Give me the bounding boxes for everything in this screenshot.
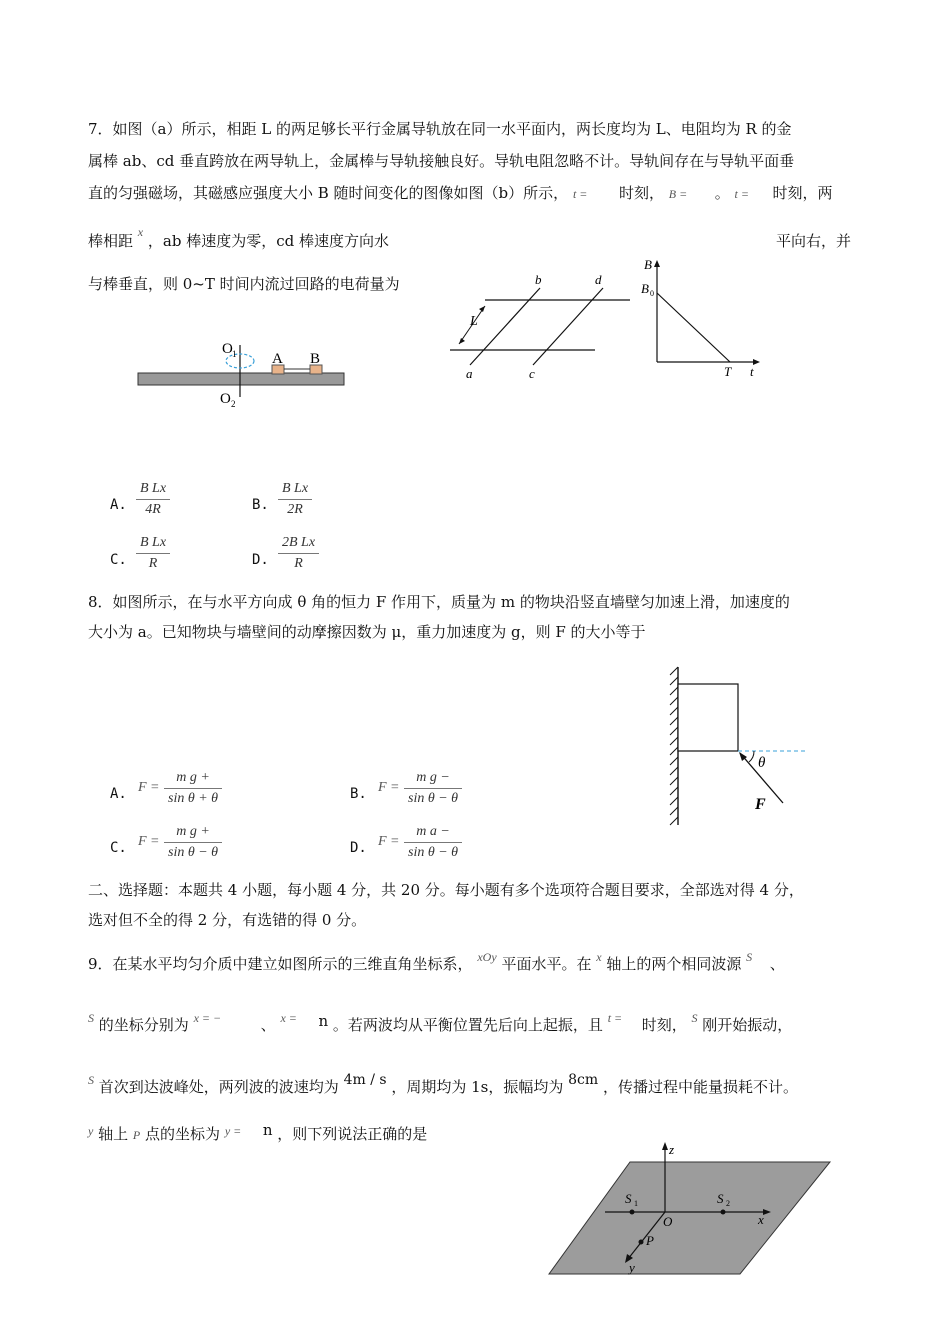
q9-x-symbol: x (596, 950, 602, 964)
q9-line-3-text-b: ，周期均为 1s，振幅均为 (391, 1078, 564, 1096)
label-a: a (466, 366, 473, 381)
q8-option-c-prefix: F = (138, 834, 160, 849)
q9-s-symbol-c: S (88, 1073, 94, 1087)
q7-option-c-num: B Lx (140, 535, 167, 550)
q8-option-d-fraction[interactable] (404, 824, 462, 861)
label-b: b (535, 272, 542, 287)
q7-line-1: 7．如图（a）所示，相距 L 的两足够长平行金属导轨放在同一水平面内，两长度均为 L、电阻均为 R 的金 (88, 120, 792, 138)
q9-line-3-text-c: ，传播过程中能量损耗不计。 (602, 1078, 798, 1096)
label-s2: S (717, 1191, 724, 1206)
q7-option-c-label[interactable]: C. (110, 552, 127, 568)
label-F: F (755, 796, 766, 813)
q7-option-c-fraction[interactable] (136, 535, 170, 572)
q8-option-c-num: m g + (176, 824, 210, 839)
q7-option-d-num: 2B Lx (282, 535, 316, 550)
q7-option-a-num: B Lx (140, 481, 167, 496)
label-b0-sub: 0 (650, 289, 654, 298)
q8-option-a-fraction[interactable] (164, 770, 222, 807)
q9-t-expr: t = (607, 1011, 623, 1025)
q9-line-1-text-c: 轴上的两个相同波源 (606, 955, 742, 973)
q7-option-b-num: B Lx (282, 481, 309, 496)
q9-p-symbol: P (132, 1128, 141, 1142)
q7-line-3-text-d: 时刻，两 (772, 184, 833, 202)
q8-line-1: 8．如图所示，在与水平方向成 θ 角的恒力 F 作用下，质量为 m 的物块沿竖直墙壁匀加速上滑，加速度的 (88, 593, 790, 611)
block (678, 684, 738, 751)
label-s2-sub: 2 (726, 1199, 730, 1208)
q7-t-expr-2: t = (734, 187, 749, 201)
q9-line-1 (88, 950, 785, 976)
wall-hatching (670, 667, 678, 825)
label-p: P (646, 1233, 654, 1248)
q9-line-1-text-d: 、 (769, 955, 785, 973)
label-o1: O (222, 341, 233, 357)
q7-line-5: 与棒垂直，则 0~T 时间内流过回路的电荷量为 (88, 275, 400, 293)
q8-option-a-num: m g + (176, 770, 210, 785)
q7-option-a-fraction[interactable] (136, 481, 170, 518)
q8-option-a-prefix: F = (138, 780, 160, 795)
label-block-b: B (310, 351, 321, 367)
q7-option-c-den: R (148, 556, 158, 571)
source-s2 (721, 1210, 726, 1215)
q7-option-a-den: 4R (145, 502, 161, 517)
q9-x2-expr: x = (280, 1011, 297, 1025)
q9-line-4-text-c: ，则下列说法正确的是 (277, 1125, 428, 1143)
q9-amplitude: 8cm (568, 1072, 599, 1088)
z-axis-arrow (662, 1142, 668, 1150)
q9-line-2-text-e: 刚开始振动， (702, 1016, 793, 1034)
q7-line-4-text-a: 棒相距 (88, 232, 134, 250)
q7-line-2: 属棒 ab、cd 垂直跨放在两导轨上，金属棒与导轨接触良好。导轨电阻忽略不计。导轨间存在与导轨平面垂 (88, 152, 795, 170)
q9-wave-speed: 4m / s (343, 1072, 387, 1088)
label-y-axis: B (644, 257, 652, 272)
q8-option-d-den: sin θ − θ (408, 845, 459, 860)
q9-line-3 (88, 1072, 798, 1099)
q9-y-unit: n (262, 1121, 273, 1139)
q9-x2-unit: n (318, 1012, 329, 1030)
q9-coordinate-figure (545, 1140, 835, 1276)
q9-line-1-text-a: 9．在某水平均匀介质中建立如图所示的三维直角坐标系， (88, 955, 473, 973)
q9-line-3-text-a: 首次到达波峰处，两列波的波速均为 (98, 1078, 339, 1096)
point-p (639, 1240, 644, 1245)
q8-option-a-label[interactable]: A. (110, 786, 127, 802)
q7-line-4 (88, 225, 389, 253)
q9-line-4-text-b: 点的坐标为 (145, 1125, 221, 1143)
label-o2-sub: 2 (231, 399, 236, 409)
q8-option-d-num: m a − (416, 824, 450, 839)
q7-option-b-fraction[interactable] (278, 481, 312, 518)
width-arrow-head-bottom (459, 338, 465, 344)
q7-line-4-text-b: ，ab 棒速度为零，cd 棒速度方向水 (147, 232, 389, 250)
q8-option-d-prefix: F = (378, 834, 400, 849)
q8-option-d-label[interactable]: D. (350, 840, 367, 856)
q9-xoy-symbol: xOy (477, 950, 497, 964)
q7-option-b-label[interactable]: B. (252, 497, 269, 513)
section-2-line-2: 选对但不全的得 2 分，有选错的得 0 分。 (88, 911, 367, 929)
q8-option-b-fraction[interactable] (404, 770, 462, 807)
q8-option-c-label[interactable]: C. (110, 840, 127, 856)
label-L: L (470, 314, 478, 329)
q7-line-3-text-b: 时刻， (618, 184, 664, 202)
q9-line-4-text-a: 轴上 (98, 1125, 129, 1143)
q7-x-symbol: x (137, 225, 144, 239)
label-d: d (595, 272, 602, 287)
source-s1 (630, 1210, 635, 1215)
y-axis-arrow (654, 260, 660, 267)
q7-option-a-label[interactable]: A. (110, 497, 127, 513)
q9-line-2-text-c: 。若两波均从平衡位置先后向上起振，且 (332, 1016, 603, 1034)
label-block-a: A (272, 351, 283, 367)
q7-option-d-fraction[interactable] (278, 535, 319, 572)
q9-line-2-text-a: 的坐标分别为 (98, 1016, 189, 1034)
q9-line-1-text-b: 平面水平。在 (501, 955, 592, 973)
q7-t-expr-1: t = (572, 187, 588, 201)
q9-s1-symbol: S (746, 950, 753, 964)
label-theta: θ (758, 755, 766, 771)
label-b0: B (641, 281, 649, 296)
q7-line-4-tail: 平向右，并 (776, 232, 852, 250)
label-c: c (529, 366, 535, 381)
q8-option-b-num: m g − (416, 770, 450, 785)
q8-wall-block-figure (668, 665, 813, 827)
q7-rails-figure (445, 270, 640, 385)
q7-option-d-den: R (294, 556, 303, 571)
label-y: y (629, 1260, 635, 1275)
q9-y-symbol: y (88, 1124, 94, 1138)
x-axis-arrow (753, 359, 760, 365)
q9-s2-symbol: S (88, 1011, 94, 1025)
label-s1: S (625, 1191, 632, 1206)
q9-line-2-text-d: 时刻， (641, 1016, 687, 1034)
q7-bt-graph (640, 255, 765, 380)
q9-s-symbol-b: S (691, 1011, 698, 1025)
q7-option-b-den: 2R (287, 502, 303, 517)
q7-turntable-figure (130, 335, 350, 410)
width-arrow-head-top (479, 306, 485, 312)
label-x: x (758, 1212, 764, 1227)
q8-option-b-label[interactable]: B. (350, 786, 367, 802)
q7-line-3-text-c: 。 (714, 184, 730, 202)
label-o1-sub: 1 (232, 349, 237, 359)
q9-line-2-text-b: 、 (260, 1016, 276, 1034)
label-t-tick: T (724, 364, 732, 379)
q9-x1-expr: x = − (193, 1011, 222, 1025)
q8-line-2: 大小为 a。已知物块与墙壁间的动摩擦因数为 μ，重力加速度为 g，则 F 的大小等于 (88, 623, 646, 641)
q9-line-4 (88, 1123, 427, 1146)
angle-arc (749, 751, 754, 762)
q9-line-2 (88, 1011, 793, 1037)
horizontal-plane (549, 1162, 830, 1274)
label-x-axis: t (750, 364, 754, 379)
label-o2: O (220, 391, 231, 407)
q8-option-b-prefix: F = (378, 780, 400, 795)
q8-option-c-den: sin θ − θ (168, 845, 219, 860)
turntable-bar (138, 373, 344, 385)
label-o: O (663, 1214, 673, 1229)
q7-option-d-label[interactable]: D. (252, 552, 269, 568)
label-s1-sub: 1 (634, 1199, 638, 1208)
q7-B-expr: B = (668, 187, 688, 201)
section-2-line-1: 二、选择题：本题共 4 小题，每小题 4 分，共 20 分。每小题有多个选项符合题目要求，全部选对得 4 分， (88, 881, 804, 899)
q8-option-a-den: sin θ + θ (168, 791, 219, 806)
q7-line-3-text-a: 直的匀强磁场，其磁感应强度大小 B 随时间变化的图像如图（b）所示， (88, 184, 569, 202)
q9-y-expr: y = (224, 1124, 242, 1138)
q8-option-c-fraction[interactable] (164, 824, 222, 861)
label-z: z (669, 1142, 675, 1157)
b-t-line (657, 293, 730, 362)
q7-line-3 (88, 182, 833, 205)
q8-option-b-den: sin θ − θ (408, 791, 459, 806)
